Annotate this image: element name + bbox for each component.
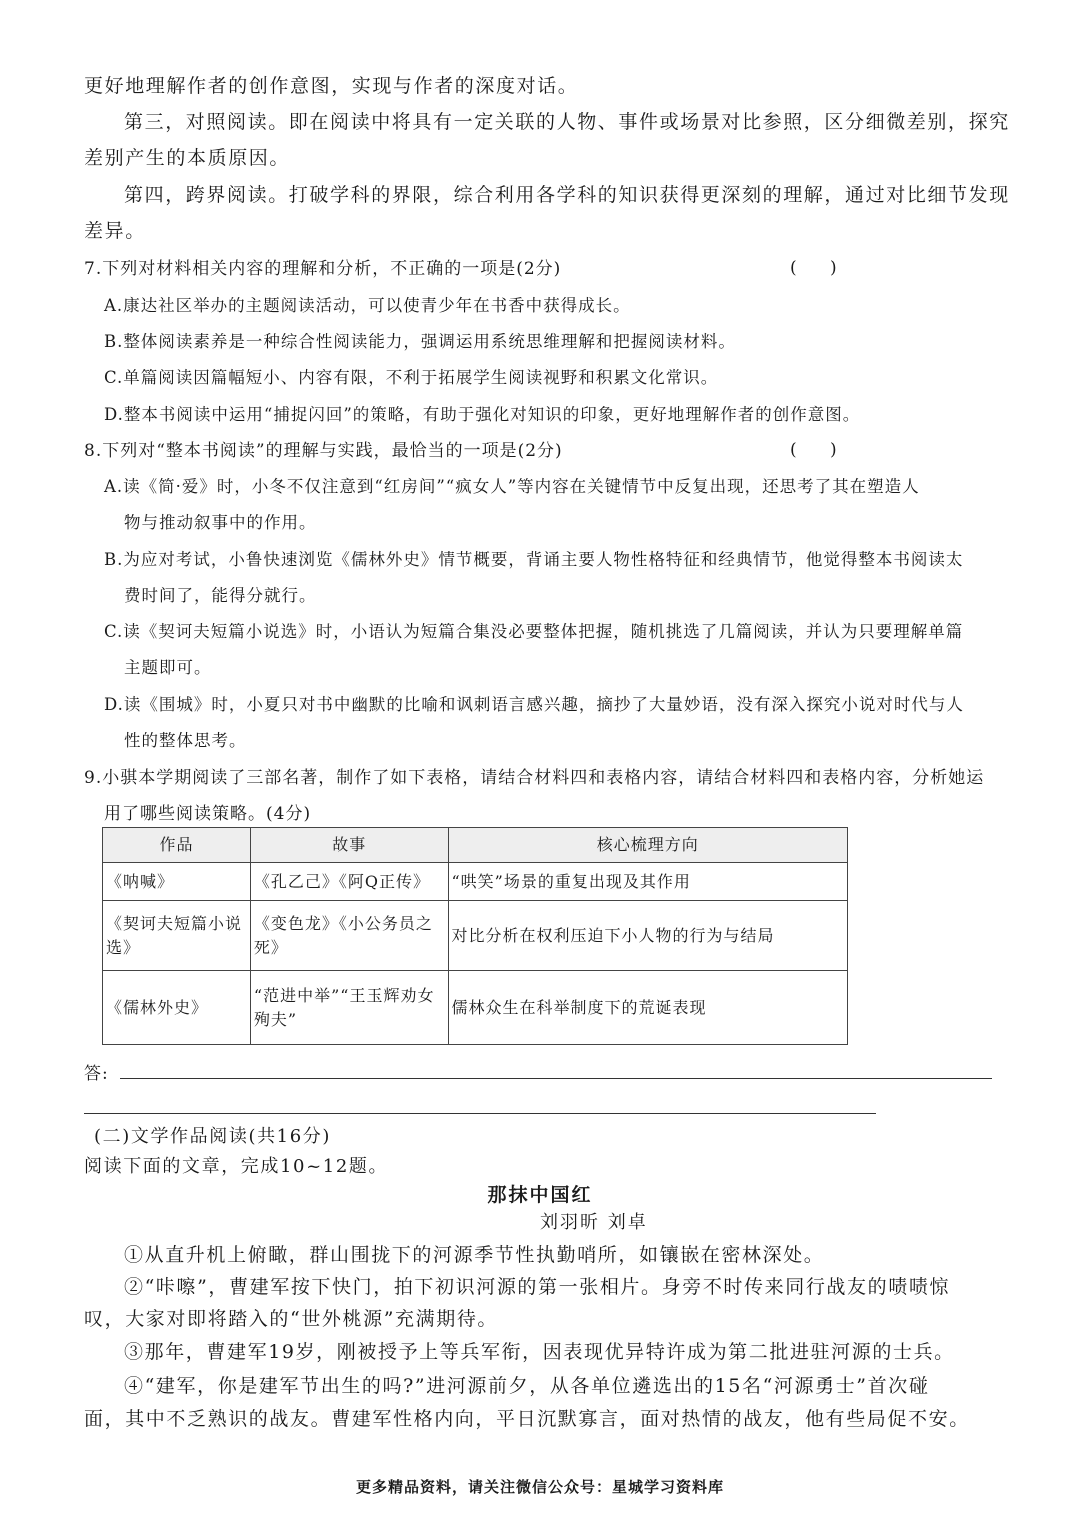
section-instruction: 阅读下面的文章，完成10~12题。	[84, 1156, 389, 1177]
q8-option-c-line-1: C.读《契诃夫短篇小说选》时，小语认为短篇合集没必要整体把握，随机挑选了几篇阅读，并认为只要理解单篇	[104, 622, 964, 641]
table-cell: “范进中举”“王玉辉劝女殉夫”	[250, 971, 448, 1045]
article-paragraph-4-line-2: 面，其中不乏熟识的战友。曹建军性格内向，平日沉默寡言，面对热情的战友，他有些局促不安。	[84, 1408, 970, 1430]
table-header-work: 作品	[103, 828, 251, 863]
intro-line-1: 更好地理解作者的创作意图，实现与作者的深度对话。	[84, 75, 579, 97]
table-cell: 《儒林外史》	[103, 971, 251, 1045]
table-cell: “哄笑”场景的重复出现及其作用	[448, 863, 848, 901]
table-header-row	[103, 828, 848, 863]
q8-stem: 8.下列对“整本书阅读”的理解与实践，最恰当的一项是(2分)	[84, 441, 563, 461]
answer-label: 答:	[84, 1064, 109, 1084]
table-cell: 《契诃夫短篇小说选》	[103, 901, 251, 971]
intro-third-line-2: 差别产生的本质原因。	[84, 147, 291, 169]
table-header-story: 故事	[250, 828, 448, 863]
article-paragraph-4-line-1: ④“建军，你是建军节出生的吗?”进河源前夕，从各单位遴选出的15名“河源勇士”首次碰	[124, 1375, 930, 1397]
reading-strategy-table	[102, 827, 848, 1045]
q8-answer-paren: ( )	[790, 440, 851, 460]
table-cell: 《呐喊》	[103, 863, 251, 901]
intro-fourth-line-1: 第四，跨界阅读。打破学科的界限，综合利用各学科的知识获得更深刻的理解，通过对比细节发现	[124, 184, 1010, 206]
q8-option-a-line-1: A.读《简·爱》时，小冬不仅注意到“红房间”“疯女人”等内容在关键情节中反复出现，还思考了其在塑造人	[104, 477, 920, 496]
q7-option-b: B.整体阅读素养是一种综合性阅读能力，强调运用系统思维理解和把握阅读材料。	[104, 332, 736, 351]
table-cell: 《变色龙》《小公务员之死》	[250, 901, 448, 971]
article-paragraph-3: ③那年，曹建军19岁，刚被授予上等兵军衔，因表现优异特许成为第二批进驻河源的士兵。	[124, 1341, 955, 1363]
article-paragraph-1: ①从直升机上俯瞰，群山围拢下的河源季节性执勤哨所，如镶嵌在密林深处。	[124, 1244, 825, 1266]
q8-option-b-line-1: B.为应对考试，小鲁快速浏览《儒林外史》情节概要，背诵主要人物性格特征和经典情节，他觉得整本书阅读太	[104, 550, 964, 569]
footer-note: 更多精品资料，请关注微信公众号：星城学习资料库	[355, 1478, 724, 1496]
article-title: 那抹中国红	[487, 1184, 593, 1206]
article-paragraph-2-line-2: 叹，大家对即将踏入的“世外桃源”充满期待。	[84, 1308, 499, 1330]
table-header-direction: 核心梳理方向	[448, 828, 848, 863]
table-row	[103, 901, 848, 971]
table-cell: 儒林众生在科举制度下的荒诞表现	[448, 971, 848, 1045]
table-cell: 对比分析在权利压迫下小人物的行为与结局	[448, 901, 848, 971]
q7-stem: 7.下列对材料相关内容的理解和分析，不正确的一项是(2分)	[84, 259, 562, 279]
article-authors: 刘羽昕 刘卓	[540, 1212, 648, 1233]
section-divider	[84, 1113, 876, 1114]
q8-option-d-line-1: D.读《围城》时，小夏只对书中幽默的比喻和讽刺语言感兴趣，摘抄了大量妙语，没有深入探究小说对时代与人	[104, 695, 964, 714]
table-row	[103, 863, 848, 901]
q9-stem-line-2: 用了哪些阅读策略。(4分)	[104, 804, 312, 824]
q9-stem-line-1: 9.小骐本学期阅读了三部名著，制作了如下表格，请结合材料四和表格内容，请结合材料四和表格内容，分析她运	[84, 768, 985, 788]
table-cell: 《孔乙己》《阿Q正传》	[250, 863, 448, 901]
q7-option-c: C.单篇阅读因篇幅短小、内容有限，不利于拓展学生阅读视野和积累文化常识。	[104, 368, 719, 387]
q8-option-c-line-2: 主题即可。	[124, 658, 212, 677]
intro-fourth-line-2: 差异。	[84, 220, 146, 242]
section-heading: (二)文学作品阅读(共16分)	[94, 1126, 331, 1147]
article-paragraph-2-line-1: ②“咔嚓”，曹建军按下快门，拍下初识河源的第一张相片。身旁不时传来同行战友的啧啧惊	[124, 1276, 951, 1298]
q7-answer-paren: ( )	[790, 258, 851, 278]
q7-option-a: A.康达社区举办的主题阅读活动，可以使青少年在书香中获得成长。	[104, 296, 631, 315]
answer-line[interactable]	[120, 1078, 992, 1079]
table-row	[103, 971, 848, 1045]
intro-third-line-1: 第三，对照阅读。即在阅读中将具有一定关联的人物、事件或场景对比参照，区分细微差别，探究	[124, 111, 1010, 133]
q8-option-a-line-2: 物与推动叙事中的作用。	[124, 513, 317, 532]
q8-option-d-line-2: 性的整体思考。	[124, 731, 247, 750]
q7-option-d: D.整本书阅读中运用“捕捉闪回”的策略，有助于强化对知识的印象，更好地理解作者的创作意图。	[104, 405, 861, 424]
q8-option-b-line-2: 费时间了，能得分就行。	[124, 586, 317, 605]
